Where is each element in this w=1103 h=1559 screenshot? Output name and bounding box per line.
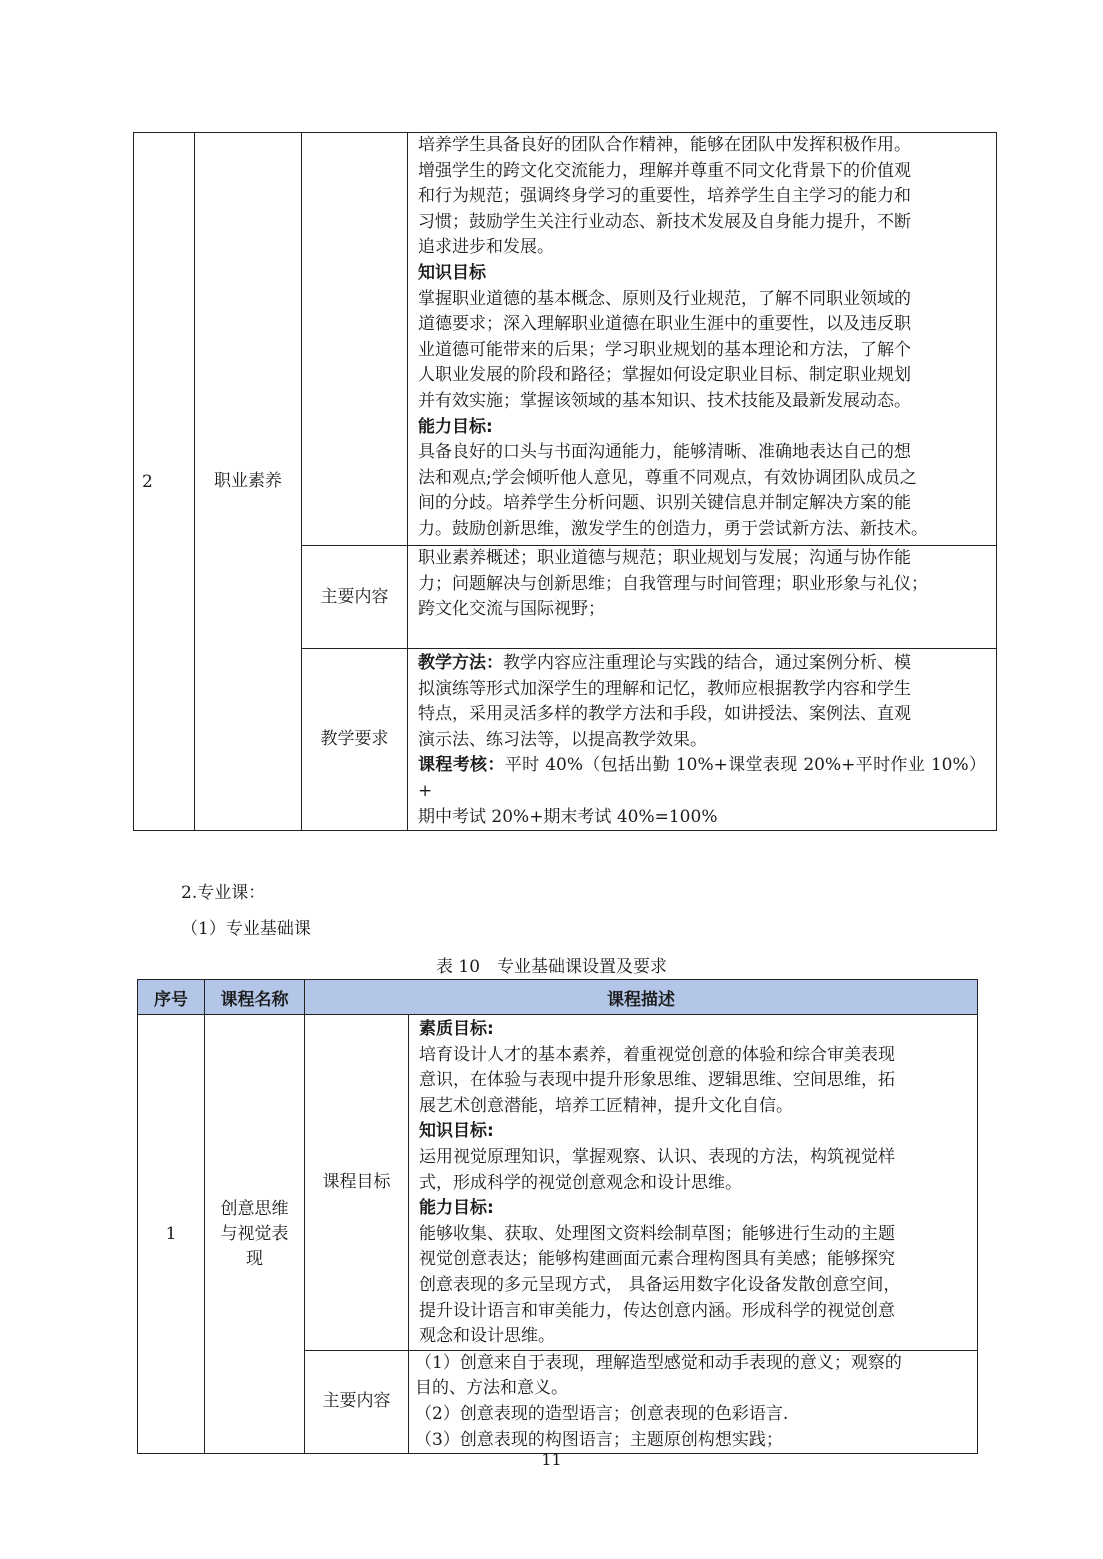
content-label: 主要内容 bbox=[302, 546, 408, 649]
ability-line: 提升设计语言和审美能力，传达创意内涵。形成科学的视觉创意 bbox=[419, 1300, 895, 1321]
exam-text: 平时 40%（包括出勤 10%+课堂表现 20%+平时作业 10%）+ bbox=[418, 755, 987, 801]
knowledge-line: 式，形成科学的视觉创意观念和设计思维。 bbox=[419, 1172, 742, 1193]
goal-label-cell bbox=[302, 133, 408, 546]
method-line: 拟演练等形式加深学生的理解和记忆，教师应根据教学内容和学生 bbox=[418, 678, 911, 699]
method-title: 教学方法： bbox=[418, 653, 503, 673]
knowledge-line: 掌握职业道德的基本概念、原则及行业规范，了解不同职业领域的 bbox=[418, 288, 911, 309]
table-basic-courses bbox=[137, 979, 978, 1454]
knowledge-title: 知识目标 bbox=[418, 262, 486, 283]
course-name-line: 创意思维 bbox=[220, 1198, 289, 1219]
ability-title: 能力目标: bbox=[418, 416, 493, 437]
ability-line: 视觉创意表达；能够构建画面元素合理构图具有美感；能够探究 bbox=[419, 1249, 895, 1270]
method-line bbox=[418, 651, 986, 677]
ability-line: 间的分歧。培养学生分析问题、识别关键信息并制定解决方案的能 bbox=[418, 493, 911, 514]
row-number: 1 bbox=[138, 1015, 205, 1454]
goal-label: 课程目标 bbox=[305, 1015, 409, 1351]
quality-line: 培育设计人才的基本素养，着重视觉创意的体验和综合审美表现 bbox=[419, 1044, 895, 1065]
requirement-description bbox=[408, 649, 997, 831]
ability-line: 创意表现的多元呈现方式， 具备运用数字化设备发散创意空间， bbox=[419, 1274, 901, 1295]
page-number: 11 bbox=[541, 1450, 562, 1469]
header-number: 序号 bbox=[138, 980, 205, 1015]
content-line: （2）创意表现的造型语言；创意表现的色彩语言. bbox=[415, 1403, 789, 1424]
ability-line: 力。鼓励创新思维，激发学生的创造力，勇于尝试新方法、新技术。 bbox=[418, 518, 928, 539]
content-line: （3）创意表现的构图语言；主题原创构想实践； bbox=[415, 1429, 783, 1450]
goal-line: 培养学生具备良好的团队合作精神，能够在团队中发挥积极作用。 bbox=[418, 135, 911, 155]
knowledge-line: 人职业发展的阶段和路径；掌握如何设定职业目标、制定职业规划 bbox=[418, 365, 911, 386]
ability-title: 能力目标: bbox=[419, 1198, 494, 1219]
content-line: 目的、方法和意义。 bbox=[415, 1378, 568, 1399]
table-continued bbox=[133, 132, 997, 831]
ability-line: 法和观点;学会倾听他人意见，尊重不同观点，有效协调团队成员之 bbox=[418, 467, 917, 488]
content-description bbox=[409, 1350, 978, 1453]
method-text: 教学内容应注重理论与实践的结合，通过案例分析、模 bbox=[503, 653, 911, 673]
content-line: （1）创意来自于表现，理解造型感觉和动手表现的意义；观察的 bbox=[415, 1352, 902, 1373]
knowledge-line: 道德要求；深入理解职业道德在职业生涯中的重要性，以及违反职 bbox=[418, 314, 911, 335]
quality-title: 素质目标: bbox=[419, 1019, 494, 1039]
method-line: 演示法、练习法等，以提高教学效果。 bbox=[418, 729, 707, 750]
knowledge-line: 运用视觉原理知识，掌握观察、认识、表现的方法，构筑视觉样 bbox=[419, 1146, 895, 1167]
content-line: 力；问题解决与创新思维；自我管理与时间管理；职业形象与礼仪； bbox=[418, 573, 928, 594]
goal-description bbox=[409, 1015, 978, 1351]
goals-description bbox=[408, 133, 997, 546]
header-course-name: 课程名称 bbox=[205, 980, 305, 1015]
ability-line: 具备良好的口头与书面沟通能力，能够清晰、准确地表达自己的想 bbox=[418, 442, 911, 463]
goal-line: 习惯；鼓励学生关注行业动态、新技术发展及自身能力提升，不断 bbox=[418, 211, 911, 232]
requirement-label: 教学要求 bbox=[302, 649, 408, 831]
goal-line: 和行为规范；强调终身学习的重要性，培养学生自主学习的能力和 bbox=[418, 186, 911, 207]
ability-line: 观念和设计思维。 bbox=[419, 1326, 555, 1347]
knowledge-line: 并有效实施；掌握该领域的基本知识、技术技能及最新发展动态。 bbox=[418, 390, 911, 411]
quality-line: 展艺术创意潜能，培养工匠精神，提升文化自信。 bbox=[419, 1095, 793, 1116]
course-name: 职业素养 bbox=[195, 133, 302, 831]
table-caption: 表 10 专业基础课设置及要求 bbox=[435, 957, 668, 977]
knowledge-line: 业道德可能带来的后果；学习职业规划的基本理论和方法，了解个 bbox=[418, 339, 911, 360]
goal-line: 追求进步和发展。 bbox=[418, 237, 554, 258]
section-subheading: （1）专业基础课 bbox=[181, 919, 311, 939]
quality-line: 意识，在体验与表现中提升形象思维、逻辑思维、空间思维，拓 bbox=[419, 1070, 895, 1091]
header-course-description: 课程描述 bbox=[305, 980, 978, 1015]
content-label: 主要内容 bbox=[305, 1350, 409, 1453]
goal-line: 增强学生的跨文化交流能力，理解并尊重不同文化背景下的价值观 bbox=[418, 160, 911, 181]
content-line: 跨文化交流与国际视野； bbox=[418, 599, 605, 620]
ability-line: 能够收集、获取、处理图文资料绘制草图；能够进行生动的主题 bbox=[419, 1223, 895, 1244]
course-name-line: 现 bbox=[246, 1248, 263, 1269]
course-name-line: 与视觉表 bbox=[220, 1223, 289, 1244]
section-heading: 2.专业课： bbox=[181, 883, 266, 903]
exam-line bbox=[418, 753, 986, 804]
knowledge-title: 知识目标: bbox=[419, 1121, 494, 1142]
content-description bbox=[408, 546, 997, 649]
exam-title: 课程考核： bbox=[418, 755, 505, 776]
content-line: 职业素养概述；职业道德与规范；职业规划与发展；沟通与协作能 bbox=[418, 548, 911, 568]
course-name bbox=[205, 1015, 305, 1454]
method-line: 特点，采用灵活多样的教学方法和手段，如讲授法、案例法、直观 bbox=[418, 704, 911, 725]
row-number: 2 bbox=[134, 133, 195, 831]
exam-line: 期中考试 20%+期末考试 40%=100% bbox=[418, 806, 718, 827]
